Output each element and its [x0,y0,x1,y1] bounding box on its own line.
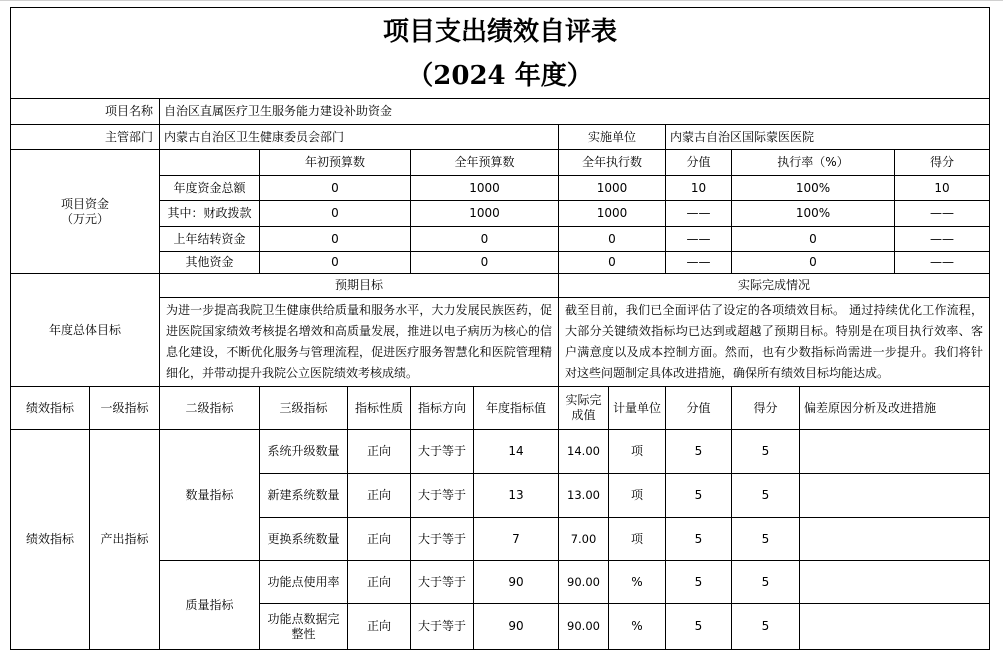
funds-header: 得分 [895,150,990,176]
indicator-note[interactable] [800,604,990,650]
indicator-header: 计量单位 [609,387,666,430]
funds-cell[interactable]: 0 [260,176,411,201]
actual-result-text[interactable]: 截至目前，我们已全面评估了设定的各项绩效目标。 通过持续优化工作流程，大部分关键绩效指标均已达到或超越了预期目标。特别是在项目执行效率、客户满意度以及成本控制方面。然而，也有少数指标尚需进一步提升。我们将针对这些问题制定具体改进措施，确保所有绩效目标均能达成。 [559,298,990,387]
indicator-target[interactable]: 14 [474,430,559,474]
impl-unit-label: 实施单位 [559,125,666,150]
dept-label: 主管部门 [11,125,160,150]
funds-cell[interactable]: —— [895,252,990,274]
expected-goal-header: 预期目标 [160,274,559,298]
indicator-direction[interactable]: 大于等于 [411,474,474,518]
funds-header: 执行率（%） [732,150,895,176]
indicator-header: 二级指标 [160,387,260,430]
indicator-direction[interactable]: 大于等于 [411,430,474,474]
funds-cell[interactable]: 1000 [559,201,666,227]
indicator-actual[interactable]: 7.00 [559,518,609,561]
indicator-points[interactable]: 5 [666,474,732,518]
indicator-score[interactable]: 5 [732,474,800,518]
indicator-points[interactable]: 5 [666,604,732,650]
indicator-direction[interactable]: 大于等于 [411,561,474,604]
dept-value[interactable]: 内蒙古自治区卫生健康委员会部门 [160,125,559,150]
indicator-actual[interactable]: 14.00 [559,430,609,474]
indicator-actual[interactable]: 90.00 [559,561,609,604]
indicator-note[interactable] [800,518,990,561]
funds-cell[interactable]: —— [895,201,990,227]
funds-corner [160,150,260,176]
funds-row-label: 年度资金总额 [160,176,260,201]
impl-unit-value[interactable]: 内蒙古自治区国际蒙医医院 [666,125,990,150]
sheet-top-border [0,0,1003,1]
indicator-direction[interactable]: 大于等于 [411,604,474,650]
indicator-unit[interactable]: 项 [609,430,666,474]
indicator-nature[interactable]: 正向 [348,604,411,650]
indicator-nature[interactable]: 正向 [348,518,411,561]
indicator-unit[interactable]: % [609,561,666,604]
funds-cell[interactable]: 10 [666,176,732,201]
funds-header: 全年执行数 [559,150,666,176]
performance-table [10,7,990,650]
funds-cell[interactable]: 0 [559,227,666,252]
funds-cell[interactable]: 0 [260,227,411,252]
indicator-direction[interactable]: 大于等于 [411,518,474,561]
indicator-name[interactable]: 系统升级数量 [260,430,348,474]
funds-label [11,150,160,274]
funds-row-label: 上年结转资金 [160,227,260,252]
indicator-score[interactable]: 5 [732,604,800,650]
indicator-name[interactable]: 功能点使用率 [260,561,348,604]
indicator-note[interactable] [800,430,990,474]
funds-cell[interactable]: 100% [732,201,895,227]
funds-cell[interactable]: —— [666,201,732,227]
funds-row-label: 其他资金 [160,252,260,274]
project-name-value[interactable]: 自治区直属医疗卫生服务能力建设补助资金 [160,99,990,125]
funds-cell[interactable]: 0 [411,252,559,274]
level2-quality: 质量指标 [160,561,260,650]
indicator-target[interactable]: 7 [474,518,559,561]
indicator-name[interactable]: 功能点数据完整性 [260,604,348,650]
level2-quantity: 数量指标 [160,430,260,561]
indicator-score[interactable]: 5 [732,518,800,561]
funds-cell[interactable]: —— [666,227,732,252]
indicator-unit[interactable]: 项 [609,518,666,561]
funds-cell[interactable]: 1000 [559,176,666,201]
funds-cell[interactable]: 1000 [411,176,559,201]
indicator-group-label: 绩效指标 [11,430,90,650]
funds-cell[interactable]: 0 [260,252,411,274]
funds-cell[interactable]: 0 [732,252,895,274]
expected-goal-text[interactable]: 为进一步提高我院卫生健康供给质量和服务水平，大力发展民族医药，促进医院国家绩效考核提名增效和高质量发展，推进以电子病历为核心的信息化建设，不断优化服务与管理流程，促进医疗服务智慧化和医院管理精细化，并带动提升我院公立医院绩效考核成绩。 [160,298,559,387]
funds-cell[interactable]: 0 [559,252,666,274]
indicator-header: 偏差原因分析及改进措施 [800,387,990,430]
funds-cell[interactable]: 100% [732,176,895,201]
funds-cell[interactable]: 0 [411,227,559,252]
indicator-note[interactable] [800,474,990,518]
indicator-header: 年度指标值 [474,387,559,430]
indicator-nature[interactable]: 正向 [348,561,411,604]
indicator-header: 得分 [732,387,800,430]
indicator-actual[interactable]: 90.00 [559,604,609,650]
indicator-note[interactable] [800,561,990,604]
funds-cell[interactable]: 0 [732,227,895,252]
indicator-nature[interactable]: 正向 [348,430,411,474]
indicator-header: 分值 [666,387,732,430]
indicator-unit[interactable]: 项 [609,474,666,518]
indicator-name[interactable]: 新建系统数量 [260,474,348,518]
funds-header: 年初预算数 [260,150,411,176]
funds-header: 全年预算数 [411,150,559,176]
indicator-header: 指标方向 [411,387,474,430]
indicator-score[interactable]: 5 [732,430,800,474]
indicator-points[interactable]: 5 [666,430,732,474]
funds-label-line1: 项目资金 [60,196,109,211]
indicator-nature[interactable]: 正向 [348,474,411,518]
annual-goal-label: 年度总体目标 [11,274,160,387]
indicator-target[interactable]: 90 [474,604,559,650]
indicator-points[interactable]: 5 [666,561,732,604]
indicator-actual[interactable]: 13.00 [559,474,609,518]
indicator-header: 绩效指标 [11,387,90,430]
title-cell[interactable] [11,8,990,99]
funds-cell[interactable]: —— [666,252,732,274]
indicator-points[interactable]: 5 [666,518,732,561]
indicator-unit[interactable]: % [609,604,666,650]
funds-cell[interactable]: 1000 [411,201,559,227]
indicator-target[interactable]: 13 [474,474,559,518]
funds-header: 分值 [666,150,732,176]
indicator-header: 三级指标 [260,387,348,430]
indicator-score[interactable]: 5 [732,561,800,604]
funds-label-line2: （万元） [60,211,109,226]
funds-cell[interactable]: 0 [260,201,411,227]
level1-output: 产出指标 [90,430,160,650]
funds-cell[interactable]: 10 [895,176,990,201]
funds-cell[interactable]: —— [895,227,990,252]
indicator-target[interactable]: 90 [474,561,559,604]
actual-result-header: 实际完成情况 [559,274,990,298]
indicator-header: 一级指标 [90,387,160,430]
page-title: 项目支出绩效自评表 [382,17,617,47]
project-name-label: 项目名称 [11,99,160,125]
year-title: （2024 年度） [407,61,593,91]
funds-row-label: 其中：财政拨款 [160,201,260,227]
indicator-name[interactable]: 更换系统数量 [260,518,348,561]
indicator-header: 指标性质 [348,387,411,430]
indicator-header: 实际完成值 [559,387,609,430]
